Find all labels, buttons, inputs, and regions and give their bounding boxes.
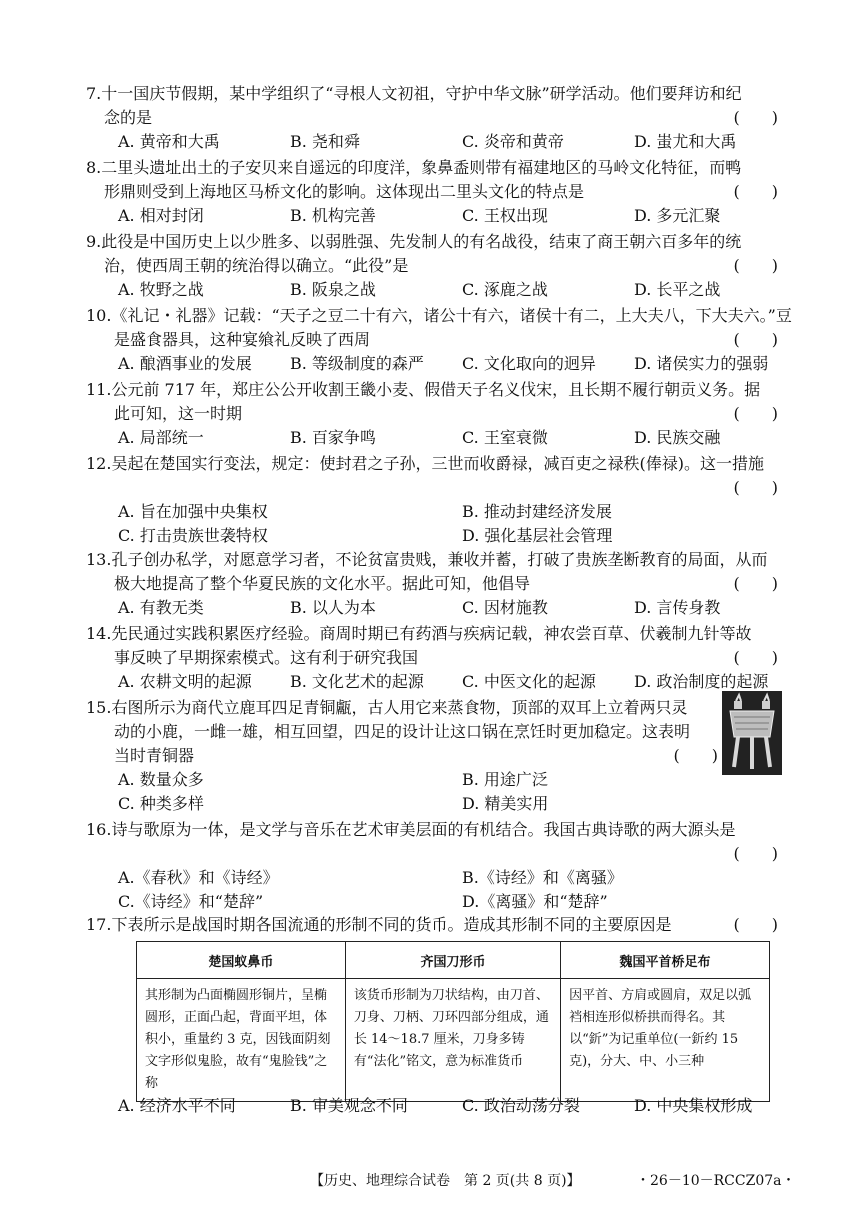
question-stem: 此役是中国历史上以少胜多、以弱胜强、先发制人的有名战役，结束了商王朝六百多年的统 <box>101 232 742 251</box>
option-b: B. 尧和舜 <box>290 132 360 151</box>
option-c: C. 王室衰微 <box>462 428 548 447</box>
options-row-1 <box>118 768 718 792</box>
table-cell: 其形制为凸面椭圆形铜片，呈椭圆形，正面凸起，背面平坦，体积小，重量约 3 克，因钱面阴刻文字形似鬼脸，故有“鬼脸钱”之称 <box>137 979 346 1102</box>
question-stem: 吴起在楚国实行变法，规定：使封君之子孙，三世而收爵禄，减百吏之禄秩(俸禄)。这一措施 <box>111 454 764 473</box>
options-row-1 <box>118 866 786 890</box>
question-stem: 公元前 717 年，郑庄公公开收割王畿小麦、假借天子名义伐宋，且长期不履行朝贡义务。据 <box>111 380 761 399</box>
option-d: D. 中央集权形成 <box>634 1096 753 1115</box>
option-b: B. 百家争鸣 <box>290 428 376 447</box>
options-row-2 <box>118 792 718 816</box>
options <box>118 130 786 154</box>
answer-bracket: ( ) <box>733 915 778 934</box>
options <box>118 1094 786 1118</box>
answer-bracket: ( ) <box>733 330 778 349</box>
option-a: A. 酿酒事业的发展 <box>118 354 252 373</box>
option-d: D. 长平之战 <box>634 280 721 299</box>
option-d: D. 多元汇聚 <box>634 206 721 225</box>
answer-bracket: ( ) <box>673 746 718 765</box>
answer-bracket: ( ) <box>733 108 778 127</box>
options <box>118 426 786 450</box>
option-c: C. 炎帝和黄帝 <box>462 132 564 151</box>
answer-bracket: ( ) <box>733 182 778 201</box>
option-d: D. 蚩尤和大禹 <box>634 132 737 151</box>
option-a: A. 数量众多 <box>118 770 204 789</box>
table-cell: 该货币形制为刀状结构，由刀首、刀身、刀柄、刀环四部分组成，通长 14～18.7 厘米，刀身多铸有“法化”铭文，意为标准货币 <box>345 979 560 1102</box>
option-a: A. 农耕文明的起源 <box>118 672 252 691</box>
currency-table <box>136 941 770 1102</box>
option-c: C. 王权出现 <box>462 206 548 225</box>
option-c: C. 涿鹿之战 <box>462 280 548 299</box>
option-b: B. 审美观念不同 <box>290 1096 408 1115</box>
question-11 <box>86 378 786 450</box>
question-stem-cont: 极大地提高了整个华夏民族的文化水平。据此可知，他倡导 <box>114 574 531 593</box>
question-stem: 二里头遗址出土的子安贝来自遥远的印度洋，象鼻盉则带有福建地区的马岭文化特征，而鸭 <box>101 158 742 177</box>
table-row <box>137 979 770 1102</box>
option-d: D. 言传身教 <box>634 598 721 617</box>
option-a: A. 经济水平不同 <box>118 1096 236 1115</box>
option-c: C. 政治动荡分裂 <box>462 1096 580 1115</box>
question-stem-cont: 事反映了早期探索模式。这有利于研究我国 <box>114 648 419 667</box>
option-b: B. 机构完善 <box>290 206 376 225</box>
question-stem: 诗与歌原为一体，是文学与音乐在艺术审美层面的有机结合。我国古典诗歌的两大源头是 <box>111 820 736 839</box>
options <box>118 352 786 376</box>
options-row-2 <box>118 524 786 548</box>
question-stem: 先民通过实践积累医疗经验。商周时期已有药酒与疾病记载，神农尝百草、伏羲制九针等故 <box>111 624 752 643</box>
table-header: 齐国刀形币 <box>345 942 560 979</box>
question-stem-cont: 治，使西周王朝的统治得以确立。“此役”是 <box>104 256 409 275</box>
question-stem: 下表所示是战国时期各国流通的形制不同的货币。造成其形制不同的主要原因是 <box>111 915 672 934</box>
options <box>118 670 786 694</box>
options-row-1 <box>118 500 786 524</box>
question-stem: 右图所示为商代立鹿耳四足青铜甗，古人用它来蒸食物，顶部的双耳上立着两只灵 <box>111 698 688 717</box>
question-12 <box>86 452 786 548</box>
question-9 <box>86 230 786 302</box>
table-header: 魏国平首桥足布 <box>561 942 770 979</box>
question-number: 11. <box>86 380 112 399</box>
option-d: D.《离骚》和“楚辞” <box>462 892 608 911</box>
option-d: D. 诸侯实力的强弱 <box>634 354 769 373</box>
question-17 <box>86 913 786 937</box>
option-a: A. 旨在加强中央集权 <box>118 502 268 521</box>
question-stem: 《礼记・礼器》记载：“天子之豆二十有六，诸公十有六，诸侯十有二，上大夫八，下大夫六。”豆 <box>111 306 792 325</box>
question-number: 15. <box>86 698 112 717</box>
option-c: C. 文化取向的迥异 <box>462 354 596 373</box>
answer-bracket: ( ) <box>733 478 778 497</box>
question-number: 9. <box>86 232 102 251</box>
option-b: B. 等级制度的森严 <box>290 354 424 373</box>
question-number: 7. <box>86 84 102 103</box>
answer-bracket: ( ) <box>733 648 778 667</box>
question-number: 13. <box>86 550 112 569</box>
option-c: C. 中医文化的起源 <box>462 672 596 691</box>
options <box>118 278 786 302</box>
question-stem-cont: 动的小鹿，一雌一雄，相互回望，四足的设计让这口锅在烹饪时更加稳定。这表明 <box>114 722 691 741</box>
answer-bracket: ( ) <box>733 404 778 423</box>
option-b: B. 阪泉之战 <box>290 280 376 299</box>
question-stem-cont: 是盛食器具，这种宴飨礼反映了西周 <box>114 330 371 349</box>
question-number: 14. <box>86 624 112 643</box>
table-header: 楚国蚁鼻币 <box>137 942 346 979</box>
option-a: A. 有教无类 <box>118 598 204 617</box>
option-b: B. 以人为本 <box>290 598 376 617</box>
option-a: A. 牧野之战 <box>118 280 204 299</box>
option-b: B.《诗经》和《离骚》 <box>462 868 623 887</box>
question-10 <box>86 304 792 376</box>
answer-bracket: ( ) <box>733 256 778 275</box>
question-17-options <box>86 1094 786 1118</box>
option-d: D. 精美实用 <box>462 794 549 813</box>
answer-bracket: ( ) <box>733 844 778 863</box>
answer-bracket: ( ) <box>733 574 778 593</box>
question-14 <box>86 622 786 694</box>
question-7 <box>86 82 786 154</box>
option-d: D. 政治制度的起源 <box>634 672 769 691</box>
option-b: B. 用途广泛 <box>462 770 548 789</box>
option-b: B. 推动封建经济发展 <box>462 502 612 521</box>
question-8 <box>86 156 786 228</box>
question-15 <box>86 696 718 816</box>
question-stem: 十一国庆节假期，某中学组织了“寻根人文初祖，守护中华文脉”研学活动。他们要拜访和纪 <box>101 84 742 103</box>
table-cell: 因平首、方肩或圆肩，双足以弧裆相连形似桥拱而得名。其以“釿”为记重单位(一釿约 15 克)，分大、中、小三种 <box>561 979 770 1102</box>
option-c: C. 种类多样 <box>118 794 204 813</box>
bronze-vessel-image <box>722 691 782 775</box>
question-stem-cont: 念的是 <box>104 108 153 127</box>
options <box>118 204 786 228</box>
options-row-2 <box>118 890 786 914</box>
option-b: B. 文化艺术的起源 <box>290 672 424 691</box>
option-a: A.《春秋》和《诗经》 <box>118 868 279 887</box>
question-stem-cont: 形鼎则受到上海地区马桥文化的影响。这体现出二里头文化的特点是 <box>104 182 585 201</box>
question-number: 12. <box>86 454 112 473</box>
question-stem-cont: 此可知，这一时期 <box>114 404 243 423</box>
options <box>118 596 786 620</box>
option-d: D. 强化基层社会管理 <box>462 526 613 545</box>
footer-code: ・26－10－RCCZ07a・ <box>636 1173 796 1189</box>
question-number: 17. <box>86 915 112 934</box>
question-stem-cont: 当时青铜器 <box>114 746 195 765</box>
option-a: A. 黄帝和大禹 <box>118 132 220 151</box>
question-13 <box>86 548 786 620</box>
question-number: 16. <box>86 820 112 839</box>
option-a: A. 局部统一 <box>118 428 204 447</box>
option-a: A. 相对封闭 <box>118 206 204 225</box>
option-c: C.《诗经》和“楚辞” <box>118 892 264 911</box>
table-header-row <box>137 942 770 979</box>
footer-title: 【历史、地理综合试卷 第 2 页(共 8 页)】 <box>310 1173 581 1189</box>
question-stem: 孔子创办私学，对愿意学习者，不论贫富贵贱，兼收并蓄，打破了贵族垄断教育的局面，从而 <box>111 550 768 569</box>
question-number: 8. <box>86 158 102 177</box>
question-number: 10. <box>86 306 112 325</box>
option-d: D. 民族交融 <box>634 428 721 447</box>
question-16 <box>86 818 786 914</box>
option-c: C. 因材施教 <box>462 598 548 617</box>
option-c: C. 打击贵族世袭特权 <box>118 526 268 545</box>
